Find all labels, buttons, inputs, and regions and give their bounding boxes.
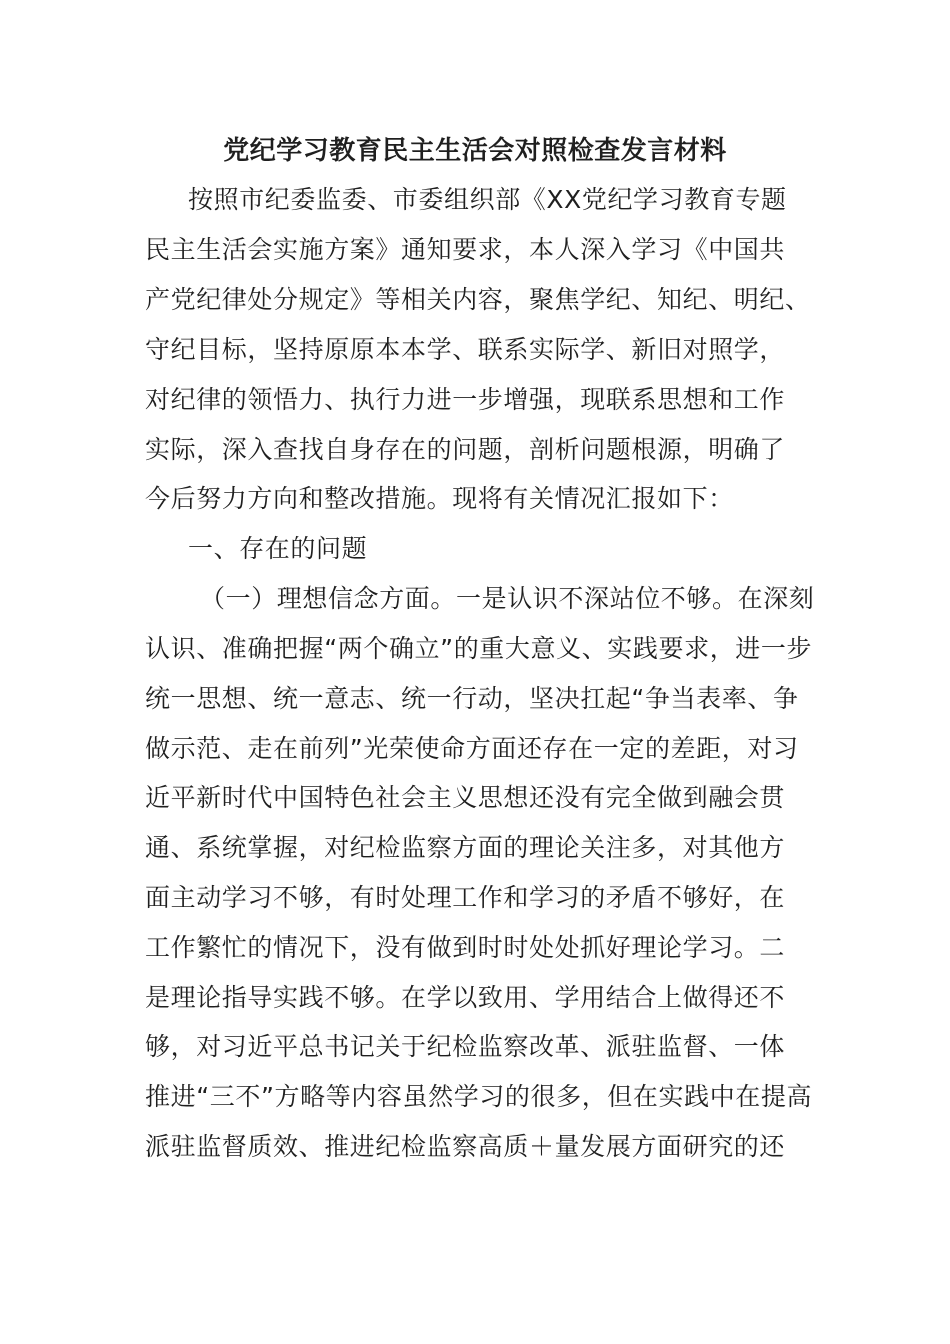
paragraph-line: 是理论指导实践不够。在学以致用、学用结合上做得还不 (145, 983, 786, 1012)
paragraph-line: 产党纪律处分规定》等相关内容，聚焦学纪、知纪、明纪、 (145, 285, 811, 314)
paragraph-line: 推进“三不”方略等内容虽然学习的很多，但在实践中在提高 (145, 1082, 813, 1111)
paragraph-line: 近平新时代中国特色社会主义思想还没有完全做到融会贯 (145, 783, 786, 812)
paragraph-line: 面主动学习不够，有时处理工作和学习的矛盾不够好，在 (145, 883, 786, 912)
paragraph-line: 够，对习近平总书记关于纪检监察改革、派驻监督、一体 (145, 1032, 786, 1061)
paragraph-line: 按照市纪委监委、市委组织部《XX党纪学习教育专题 (188, 185, 787, 214)
paragraph-line: 工作繁忙的情况下，没有做到时时处处抓好理论学习。二 (145, 933, 786, 962)
paragraph-line: 派驻监督质效、推进纪检监察高质＋量发展方面研究的还 (145, 1132, 786, 1161)
document-title: 党纪学习教育民主生活会对照检查发言材料 (223, 136, 727, 166)
paragraph-line: 统一思想、统一意志、统一行动，坚决扛起“争当表率、争 (145, 684, 799, 713)
paragraph-line: 通、系统掌握，对纪检监察方面的理论关注多，对其他方 (145, 833, 786, 862)
paragraph-line: 对纪律的领悟力、执行力进一步增强，现联系思想和工作 (145, 385, 786, 414)
paragraph-line: 民主生活会实施方案》通知要求，本人深入学习《中国共 (145, 235, 786, 264)
subsection-line: （一）理想信念方面。一是认识不深站位不够。在深刻 (200, 584, 815, 613)
section-heading: 一、存在的问题 (188, 534, 368, 563)
paragraph-line: 做示范、走在前列”光荣使命方面还存在一定的差距，对习 (145, 734, 799, 763)
paragraph-line: 实际，深入查找自身存在的问题，剖析问题根源，明确了 (145, 435, 786, 464)
paragraph-line: 守纪目标，坚持原原本本学、联系实际学、新旧对照学， (145, 335, 786, 364)
paragraph-line: 今后努力方向和整改措施。现将有关情况汇报如下： (145, 484, 734, 513)
paragraph-line: 认识、准确把握“两个确立”的重大意义、实践要求，进一步 (145, 634, 813, 663)
